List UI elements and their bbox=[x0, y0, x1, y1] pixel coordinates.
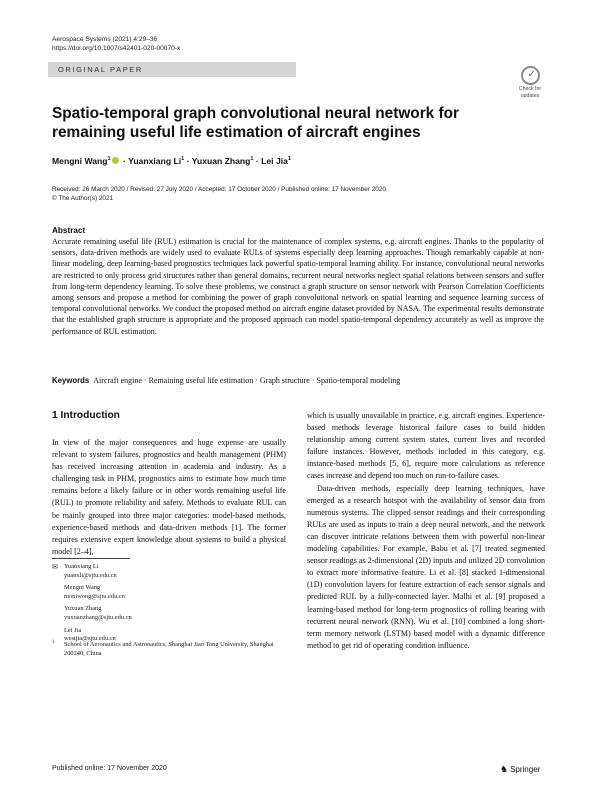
keywords-line bbox=[52, 376, 552, 385]
affiliation-number: 1 bbox=[52, 640, 55, 645]
footnote-rule bbox=[52, 558, 130, 559]
publisher-logo[interactable] bbox=[500, 764, 540, 775]
contact-email[interactable]: yuanxli@sjtu.edu.cn bbox=[64, 571, 117, 579]
orcid-icon[interactable] bbox=[112, 157, 119, 164]
contact-name: Yuanxiang Li bbox=[64, 563, 99, 570]
footer-published-date: Published online: 17 November 2020 bbox=[52, 765, 167, 772]
contact-name: Lei Jia bbox=[64, 626, 82, 634]
author-contacts bbox=[52, 563, 286, 648]
affiliation-text: School of Aeronautics and Astronautics, Shanghai Jiao Tong University, Shanghai 200240, China bbox=[64, 641, 274, 657]
author-name[interactable]: Lei Jia bbox=[261, 156, 288, 166]
publisher-name: Springer bbox=[510, 765, 541, 774]
check-updates-line1: Check for bbox=[518, 86, 542, 92]
paper-title: Spatio-temporal graph convolutional neural network for remaining useful life estimation of aircraft engines bbox=[52, 105, 460, 141]
author-affiliation-mark: 1 bbox=[107, 156, 111, 163]
intro-paragraph: In view of the major consequences and huge expense are usually relevant to system failures, prognostics and health management (PHM) has received increasing attention in academia and industry. As a challenging task in PHM, prognostics aims to estimate how much time remains before a likely failure or in other words remaining useful life (RUL) to promote reliability and safety. Methods to evaluate RUL can be mainly grouped into three major categories: model-based methods, experience-based methods and data-driven methods [1]. The former requires extensive expert knowledge about systems to build a physical model [2–4], bbox=[52, 438, 286, 556]
author-affiliation-mark: 1 bbox=[250, 156, 254, 163]
right-column bbox=[307, 410, 545, 652]
body-paragraph: Data-driven methods, especially deep learning techniques, have emerged as a research hotspot with the availability of sensor data from numerous systems. The clipped sensor readings and their corresponding RULs are used as inputs to train a deep neural network, and the network can discover intricate relations between them with powerful non-linear modeling capabilities. For example, Babu et al. [7] treated segmented sensor readings as 2-dimensional (2D) inputs and utilized 2D convolution to extract more informative feature. Li et al. [8] stacked 1-dimensional (1D) convolution layers for feature extraction of each sensor signals and predicted RUL by a fully-connected layer. Malhi et al. [9] proposed a learning-based method for long-term prognostics of rolling bearing with recurrent neural network (RNN). Wu et al. [10] combined a long short-term memory network (LSTM) based model with a dynamic difference method to get rid of operating condition influence. bbox=[307, 483, 545, 650]
author-separator: · bbox=[186, 156, 190, 166]
author-list bbox=[52, 156, 291, 166]
body-paragraph: which is usually unavailable in practice, e.g. aircraft engines. Experience-based methods leverage historical failure cases to build hidden relationship among current system states, current lives and recorded failure instances. However, methods included in this category, e.g. instance-based methods [5, 6], require more calculations as reference cases increase and depend too much on run-to-failure cases. bbox=[307, 411, 545, 481]
contact-email[interactable]: moniwong@sjtu.edu.cn bbox=[64, 592, 125, 600]
check-updates-line2: updates bbox=[520, 93, 540, 99]
author-affiliation-mark: 1 bbox=[181, 156, 185, 163]
envelope-icon: ✉ bbox=[52, 563, 58, 571]
author-separator: · bbox=[255, 156, 259, 166]
left-column bbox=[52, 437, 286, 558]
article-type-label: ORIGINAL PAPER bbox=[58, 65, 143, 74]
check-for-updates-badge[interactable] bbox=[514, 66, 546, 100]
springer-horse-icon: ♞ bbox=[500, 764, 509, 774]
keywords-text: Aircraft engine · Remaining useful life estimation · Graph structure · Spatio-temporal modeling bbox=[93, 376, 401, 385]
author-name[interactable]: Mengni Wang bbox=[52, 156, 108, 166]
author-affiliation-mark: 1 bbox=[287, 156, 291, 163]
contact-name: Mengni Wang bbox=[64, 584, 101, 592]
contact-entry bbox=[64, 605, 286, 622]
contact-entry bbox=[64, 584, 286, 601]
publication-dates: Received: 26 March 2020 / Revised: 27 July 2020 / Accepted: 17 October 2020 / Published online: 17 November 2020 bbox=[52, 186, 386, 193]
contact-entry bbox=[52, 563, 286, 580]
contact-email[interactable]: westjia@sjtu.edu.cn bbox=[64, 635, 116, 643]
abstract-text: Accurate remaining useful life (RUL) estimation is crucial for the maintenance of complex systems, e.g. aircraft engines. Thanks to the popularity of sensors, data-driven methods are widely used to evaluate RULs of systems especially deep learning approaches. Though remarkably capable at non-linear modeling, deep learning-based prognostics techniques lack powerful spatio-temporal learning ability. For instance, convolutional neural networks are restricted to only process grid structures rather than general domains, recurrent neural networks neglect spatial relations between sensors and suffer from long-term dependency learning. To solve these problems, we construct a graph structure on sensor network with Pearson Correlation Coefficients among sensors and propose a method for combining the power of graph convolutional network on spatial learning and sequence learning success of temporal convolutional networks. We conduct the proposed method on aircraft engine dataset provided by NASA. The experimental results demonstrate that the established graph structure is appropriate and the proposed approach can model spatio-temporal dependency accurately as well as improve the performance of RUL estimation. bbox=[52, 237, 544, 336]
doi-link[interactable]: https://doi.org/10.1007/s42401-020-00070-x bbox=[52, 45, 181, 52]
contact-name: Yuxuan Zhang bbox=[64, 605, 102, 613]
author-separator: · bbox=[123, 156, 126, 166]
keywords-label: Keywords bbox=[52, 376, 90, 385]
copyright-notice: © The Author(s) 2021 bbox=[52, 195, 114, 202]
affiliation bbox=[52, 641, 286, 658]
abstract-heading: Abstract bbox=[52, 226, 86, 235]
journal-citation: Aerospace Systems (2021) 4:29–36 bbox=[52, 36, 158, 43]
author-name[interactable]: Yuanxiang Li bbox=[128, 156, 182, 166]
author-name[interactable]: Yuxuan Zhang bbox=[191, 156, 251, 166]
contact-email[interactable]: yuxuanzhang@sjtu.edu.cn bbox=[64, 613, 132, 621]
section-heading: 1 Introduction bbox=[52, 410, 120, 421]
check-updates-icon: ✓ bbox=[521, 66, 540, 85]
